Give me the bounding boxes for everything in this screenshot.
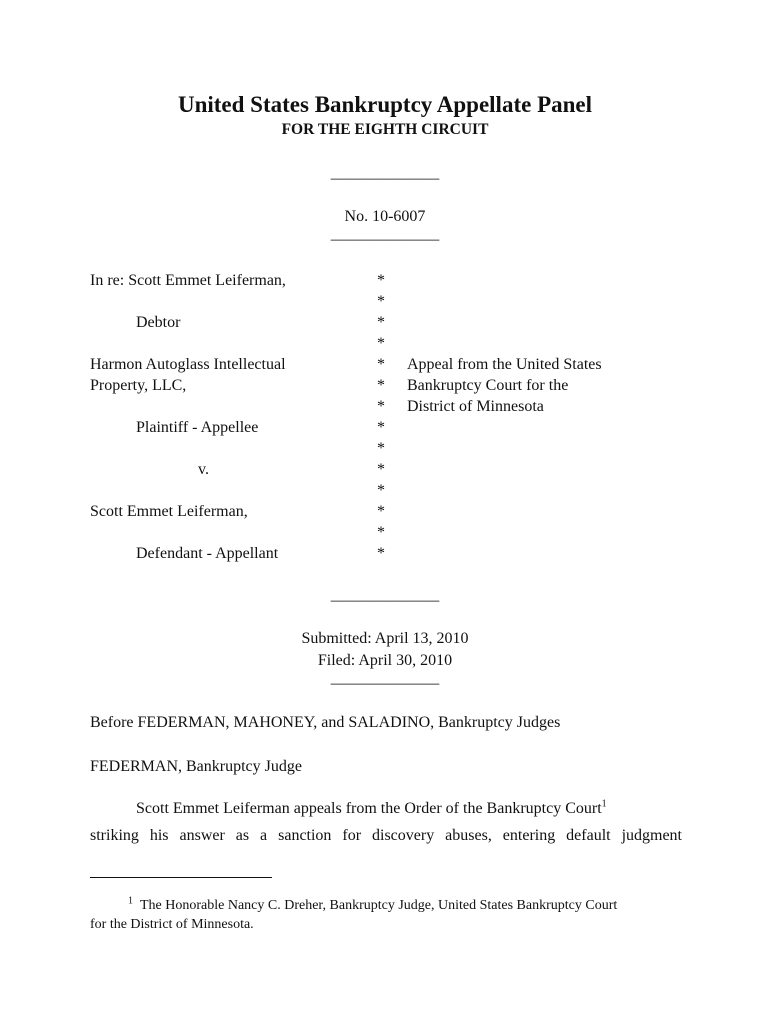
opinion-paragraph: [90, 795, 682, 849]
separator-rule: ———————: [330, 231, 440, 248]
debtor-role: Debtor: [136, 314, 181, 331]
caption-star: *: [377, 398, 385, 415]
footnote-reference[interactable]: 1: [601, 798, 607, 810]
caption-star-column: [377, 270, 385, 564]
caption-star: *: [377, 545, 385, 562]
caption-star: *: [377, 461, 385, 478]
panel-judges: Before FEDERMAN, MAHONEY, and SALADINO, Bankruptcy Judges: [90, 714, 561, 731]
filed-date: Filed: April 30, 2010: [317, 652, 453, 669]
versus: v.: [198, 461, 209, 478]
footnote-text-line2: for the District of Minnesota.: [90, 917, 254, 932]
caption-star: *: [377, 356, 385, 373]
appeal-origin-line1: Appeal from the United States: [407, 356, 602, 373]
separator-rule: ———————: [330, 592, 440, 609]
opinion-paragraph-line1: [90, 795, 682, 822]
caption-star: *: [377, 524, 385, 541]
in-re-line: In re: Scott Emmet Leiferman,: [90, 272, 286, 289]
footnote-divider: [90, 877, 272, 878]
caption-star: *: [377, 440, 385, 457]
court-title: United States Bankruptcy Appellate Panel: [177, 92, 593, 117]
defendant-role: Defendant - Appellant: [136, 545, 279, 562]
appeal-origin-line3: District of Minnesota: [407, 398, 544, 415]
caption-star: *: [377, 482, 385, 499]
opinion-paragraph-line2: striking his answer as a sanction for discovery abuses, entering default judgment: [90, 827, 682, 844]
appeal-origin: [407, 354, 602, 417]
caption-star: *: [377, 314, 385, 331]
footnote-text-line1: The Honorable Nancy C. Dreher, Bankruptcy Judge, United States Bankruptcy Court: [140, 898, 618, 913]
case-number: No. 10-6007: [344, 208, 426, 225]
caption-star: *: [377, 377, 385, 394]
caption-star: *: [377, 503, 385, 520]
footnote-line1: [90, 896, 682, 915]
defendant-name: Scott Emmet Leiferman,: [90, 503, 248, 520]
footnote: [90, 896, 682, 934]
plaintiff-name-line1: Harmon Autoglass Intellectual: [90, 356, 286, 373]
opinion-author: FEDERMAN, Bankruptcy Judge: [90, 758, 302, 775]
plaintiff-role: Plaintiff - Appellee: [136, 419, 259, 436]
caption-star: *: [377, 335, 385, 352]
circuit-subtitle: FOR THE EIGHTH CIRCUIT: [281, 121, 489, 138]
footnote-number: 1: [128, 895, 133, 907]
opinion-text: Scott Emmet Leiferman appeals from the Order of the Bankruptcy Court: [136, 800, 602, 817]
plaintiff-name-line2: Property, LLC,: [90, 377, 187, 394]
appeal-origin-line2: Bankruptcy Court for the: [407, 377, 569, 394]
caption-star: *: [377, 419, 385, 436]
caption-star: *: [377, 293, 385, 310]
caption-star: *: [377, 272, 385, 289]
separator-rule: ———————: [330, 170, 440, 187]
submitted-date: Submitted: April 13, 2010: [301, 630, 469, 647]
separator-rule: ———————: [330, 675, 440, 692]
